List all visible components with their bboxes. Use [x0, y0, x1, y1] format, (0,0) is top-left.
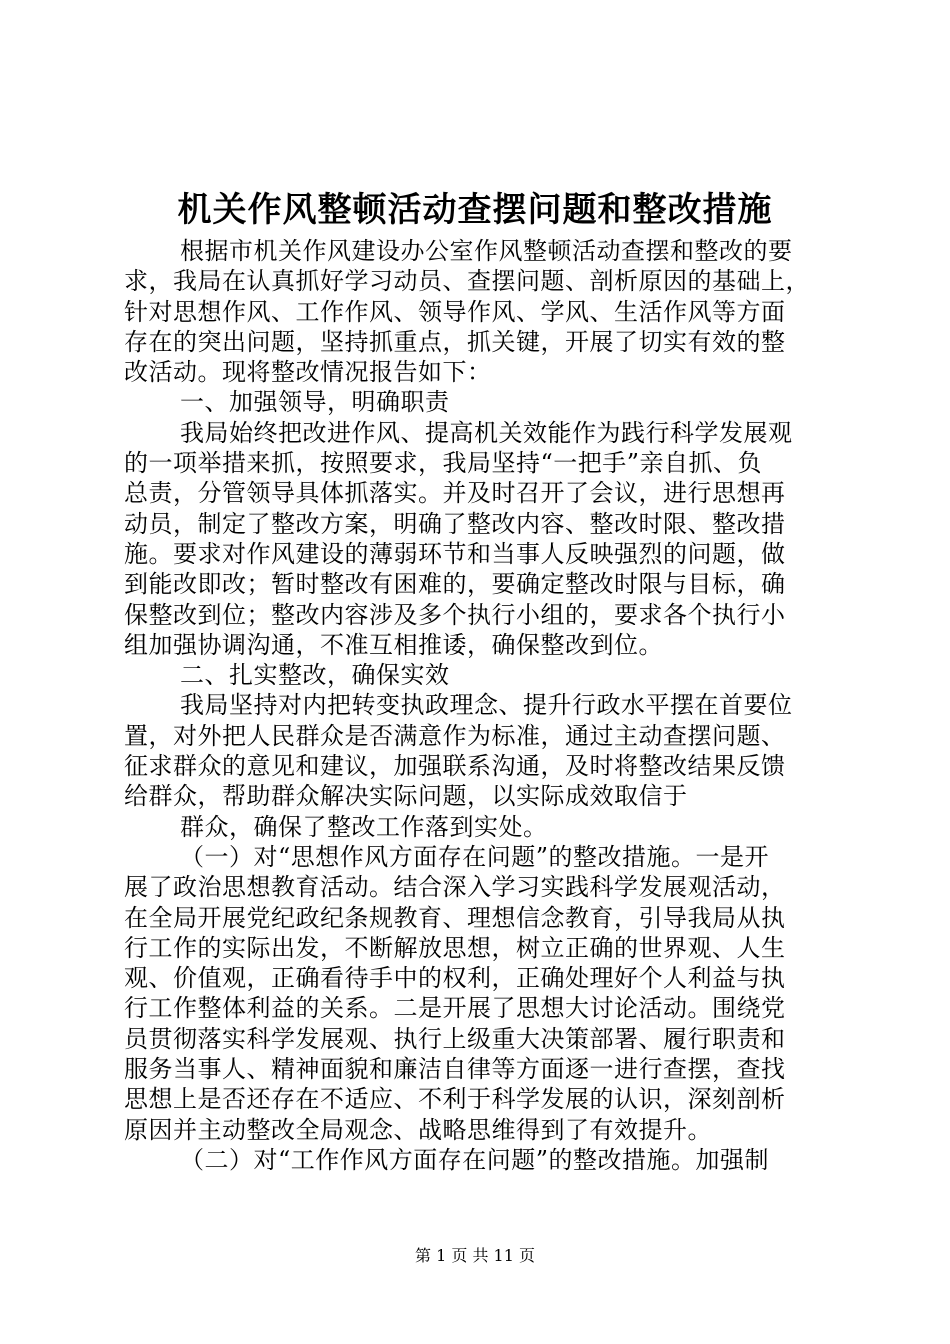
document-body: [124, 236, 844, 1175]
body-line: 思想上是否还存在不适应、不利于科学发展的认识，深刻剖析: [124, 1085, 786, 1114]
body-line: 的一项举措来抓，按照要求，我局坚持“一把手”亲自抓、负: [124, 449, 763, 478]
body-line: 一、加强领导，明确职责: [180, 388, 450, 417]
body-line: 组加强协调沟通，不准互相推诿，确保整改到位。: [124, 630, 663, 659]
body-line: （一）对“思想作风方面存在问题”的整改措施。一是开: [180, 842, 770, 871]
body-line: 到能改即改；暂时整改有困难的，要确定整改时限与目标，确: [124, 570, 786, 599]
body-line: 征求群众的意见和建议，加强联系沟通，及时将整改结果反馈: [124, 752, 786, 781]
body-line: 存在的突出问题，坚持抓重点，抓关键，开展了切实有效的整: [124, 327, 786, 356]
body-line: 给群众，帮助群众解决实际问题，以实际成效取信于: [124, 782, 688, 811]
body-line: 保整改到位；整改内容涉及多个执行小组的，要求各个执行小: [124, 600, 786, 629]
page-footer: 第 1 页 共 11 页: [415, 1246, 535, 1265]
body-line: 我局始终把改进作风、提高机关效能作为践行科学发展观: [180, 418, 793, 447]
body-line: 根据市机关作风建设办公室作风整顿活动查摆和整改的要: [180, 237, 793, 265]
body-line: 行工作整体利益的关系。二是开展了思想大讨论活动。围绕党: [124, 994, 786, 1023]
body-line: 置，对外把人民群众是否满意作为标准，通过主动查摆问题、: [124, 721, 786, 750]
body-line: （二）对“工作作风方面存在问题”的整改措施。加强制: [180, 1145, 770, 1174]
body-line: 改活动。现将整改情况报告如下：: [124, 358, 492, 387]
body-line: 求，我局在认真抓好学习动员、查摆问题、剖析原因的基础上，: [124, 267, 810, 296]
body-line: 员贯彻落实科学发展观、执行上级重大决策部署、履行职责和: [124, 1024, 786, 1053]
body-line: 观、价值观，正确看待手中的权利，正确处理好个人利益与执: [124, 964, 786, 993]
body-line: 施。要求对作风建设的薄弱环节和当事人反映强烈的问题，做: [124, 539, 786, 568]
body-line: 动员，制定了整改方案，明确了整改内容、整改时限、整改措: [124, 509, 786, 538]
body-line: 行工作的实际出发，不断解放思想，树立正确的世界观、人生: [124, 933, 786, 962]
body-line: 二、扎实整改，确保实效: [180, 661, 450, 690]
body-line: 在全局开展党纪政纪条规教育、理想信念教育，引导我局从执: [124, 903, 786, 932]
body-line: 展了政治思想教育活动。结合深入学习实践科学发展观活动，: [124, 873, 786, 902]
body-line: 服务当事人、精神面貌和廉洁自律等方面逐一进行查摆，查找: [124, 1055, 786, 1084]
body-line: 针对思想作风、工作作风、领导作风、学风、生活作风等方面: [124, 297, 786, 326]
body-line: 群众，确保了整改工作落到实处。: [180, 812, 548, 841]
body-line: 总责，分管领导具体抓落实。并及时召开了会议，进行思想再: [124, 479, 786, 508]
body-line: 原因并主动整改全局观念、战略思维得到了有效提升。: [124, 1115, 712, 1144]
body-line: 我局坚持对内把转变执政理念、提升行政水平摆在首要位: [180, 691, 793, 720]
document-title: 机关作风整顿活动查摆问题和整改措施: [177, 190, 773, 230]
